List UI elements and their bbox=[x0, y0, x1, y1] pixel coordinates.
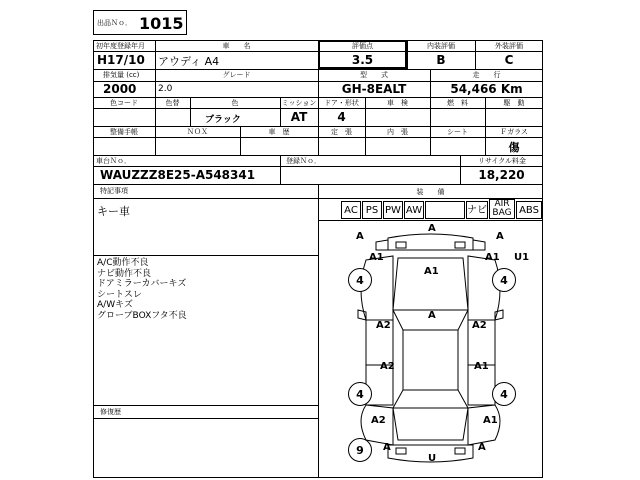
grade-label: グレード bbox=[222, 71, 251, 79]
mark-front-right: A bbox=[496, 231, 504, 242]
equip-airbag: AIR BAG bbox=[489, 199, 515, 219]
lot-number: 1015 bbox=[139, 14, 184, 33]
recycle-label: リサイクル料金 bbox=[478, 157, 527, 165]
recycle-fee: 18,220 bbox=[478, 168, 525, 182]
note-line: シートスレ bbox=[97, 289, 142, 300]
note-line: ドアミラーカバーキズ bbox=[97, 279, 187, 289]
spare-tire: 9 bbox=[348, 438, 372, 462]
tire-front-right: 4 bbox=[492, 268, 516, 292]
note-line: A/Wキズ bbox=[97, 300, 133, 310]
first-registration: H17/10 bbox=[97, 53, 145, 67]
displacement: 2000 bbox=[103, 82, 137, 96]
repair-label: 修復歴 bbox=[100, 408, 121, 416]
mark-right-front-door: A2 bbox=[472, 320, 487, 331]
mark-rear-left: A2 bbox=[371, 415, 386, 426]
note-line: ナビ動作不良 bbox=[97, 268, 152, 279]
manual-label: 整備手帳 bbox=[110, 128, 138, 136]
exterior-grade: C bbox=[504, 53, 514, 67]
interior-grade: B bbox=[436, 53, 446, 67]
inspection-label: 車 検 bbox=[387, 99, 408, 107]
model-code: GH-8EALT bbox=[341, 82, 407, 96]
notes-title: キー車 bbox=[97, 205, 130, 218]
interior-trim-label: 内 張 bbox=[387, 128, 408, 136]
mileage: 54,466 Km bbox=[450, 82, 523, 96]
equip-pw: PW bbox=[383, 201, 403, 219]
mark-rear-bumper-right: A bbox=[478, 442, 486, 453]
history-label: 車 歴 bbox=[268, 128, 290, 136]
interior-grade-label: 内装評価 bbox=[427, 42, 455, 50]
color-label: 色 bbox=[231, 99, 239, 107]
lot-label: 出品Ｎｏ． bbox=[97, 19, 132, 27]
seat-label: シート bbox=[447, 128, 468, 136]
mark-roof: A bbox=[428, 310, 436, 321]
exterior-grade-label: 外装評価 bbox=[495, 42, 523, 50]
mark-right-rear-door: A1 bbox=[474, 361, 489, 372]
mileage-label: 走 行 bbox=[472, 71, 501, 79]
tire-rear-right: 4 bbox=[492, 382, 516, 406]
car-name: アウディ A4 bbox=[158, 55, 220, 68]
equip-ac: AC bbox=[341, 201, 361, 219]
mark-rear-right: A1 bbox=[483, 415, 498, 426]
score-value: 3.5 bbox=[351, 53, 374, 67]
equip-aw: AW bbox=[404, 201, 424, 219]
mark-right-fender: A1 bbox=[485, 252, 500, 263]
mark-hood: A1 bbox=[424, 266, 439, 277]
notes-label: 特記事項 bbox=[100, 187, 128, 195]
mark-left-fender: A1 bbox=[369, 252, 384, 263]
doors-value: 4 bbox=[337, 110, 346, 124]
car-name-label: 車 名 bbox=[222, 42, 251, 50]
lot-box bbox=[93, 10, 187, 35]
mission-value: AT bbox=[290, 110, 308, 124]
note-line: A/C動作不良 bbox=[97, 258, 149, 268]
mark-left-rear-door: A2 bbox=[380, 361, 395, 372]
tire-front-left: 4 bbox=[348, 268, 372, 292]
drive-label: 駆 動 bbox=[503, 99, 525, 107]
equip-navi: ナビ bbox=[466, 201, 488, 219]
model-label: 型 式 bbox=[360, 71, 388, 79]
chassis-label: 車台Ｎｏ． bbox=[96, 157, 131, 165]
mark-front: A bbox=[428, 223, 436, 234]
mark-right-u1: U1 bbox=[514, 252, 530, 263]
mark-rear-u: U bbox=[428, 453, 437, 464]
car-diagram bbox=[318, 220, 543, 478]
equip-ps: PS bbox=[362, 201, 382, 219]
mark-front-left: A bbox=[356, 231, 364, 242]
notes-list bbox=[97, 258, 187, 321]
equip-blank bbox=[425, 201, 465, 219]
mark-left-front-door: A2 bbox=[376, 320, 391, 331]
color-code-label: 色コード bbox=[110, 99, 138, 107]
nox-label: ＮＯＸ bbox=[187, 128, 208, 136]
roof-liner-label: 定 張 bbox=[331, 128, 352, 136]
color-change-label: 色替 bbox=[165, 99, 180, 107]
year-label: 初年度登録年月 bbox=[96, 42, 145, 50]
equip-abs: ABS bbox=[516, 201, 542, 219]
grade: 2.0 bbox=[158, 84, 173, 94]
fuel-label: 燃 料 bbox=[447, 99, 468, 107]
doors-label: ドア・形状 bbox=[324, 99, 359, 107]
chassis-number: WAUZZZ8E25-A548341 bbox=[100, 168, 256, 182]
color-value: ブラック bbox=[205, 115, 241, 125]
glass-label: Ｆガラス bbox=[500, 128, 528, 136]
mission-label: ミッション bbox=[281, 99, 317, 107]
score-label: 評価点 bbox=[352, 42, 373, 50]
displacement-label: 排気量 (cc) bbox=[103, 71, 140, 79]
equipment-label: 装 備 bbox=[416, 188, 445, 196]
registration-label: 登録Ｎｏ． bbox=[286, 157, 321, 165]
glass-value: 傷 bbox=[508, 141, 520, 154]
note-line: グローブBOXフタ不良 bbox=[97, 310, 187, 321]
tire-rear-left: 4 bbox=[348, 382, 372, 406]
mark-rear-bumper-left: A bbox=[383, 442, 391, 453]
